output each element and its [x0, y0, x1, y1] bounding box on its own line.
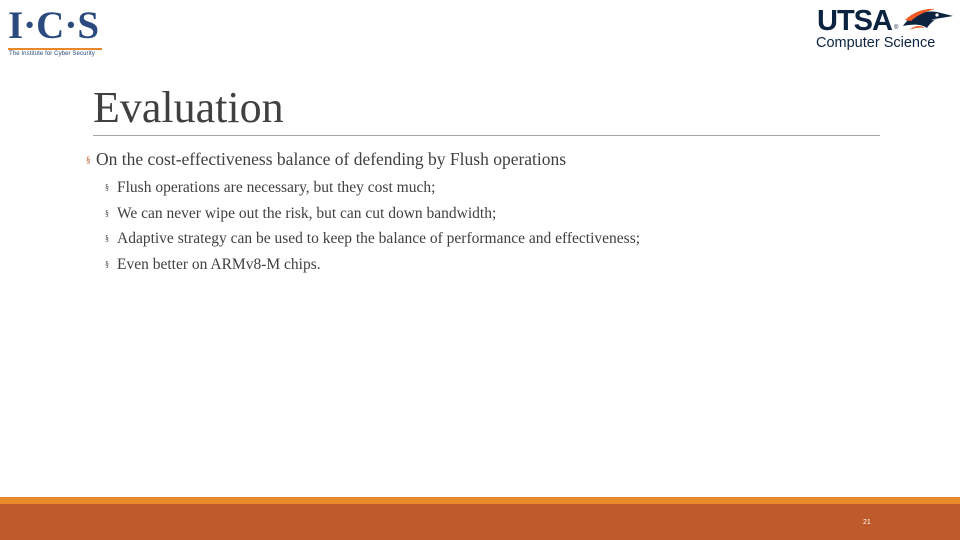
- ics-logo-tagline: The Institute for Cyber Security: [9, 51, 95, 57]
- footer-accent-strip: [0, 497, 960, 504]
- bullet-item: [86, 148, 886, 171]
- slide-content: [86, 148, 886, 277]
- ics-logo-mark: I·C·S: [8, 4, 100, 47]
- sub-bullet-marker-icon: §: [105, 234, 109, 243]
- footer-bar: [0, 504, 960, 540]
- sub-bullet-item: [86, 175, 886, 201]
- utsa-logo: [815, 5, 957, 55]
- sub-bullet-item: [86, 252, 886, 278]
- sub-bullet-text: Even better on ARMv8-M chips.: [117, 255, 321, 273]
- sub-bullet-list: [86, 175, 886, 277]
- sub-bullet-marker-icon: §: [105, 208, 109, 218]
- roadrunner-icon: [901, 6, 955, 34]
- sub-bullet-marker-icon: §: [105, 183, 109, 192]
- sub-bullet-text: Flush operations are necessary, but they cost much;: [117, 179, 436, 196]
- sub-bullet-marker-icon: §: [105, 259, 109, 269]
- ics-logo: [8, 6, 108, 60]
- bullet-text: On the cost-effectiveness balance of defending by Flush operations: [96, 149, 567, 169]
- title-divider: [93, 135, 880, 136]
- page-number: 21: [863, 519, 871, 526]
- sub-bullet-text: We can never wipe out the risk, but can cut down bandwidth;: [117, 204, 497, 222]
- ics-logo-rule: [8, 48, 102, 50]
- utsa-logo-registered: ®: [894, 25, 899, 31]
- sub-bullet-text: Adaptive strategy can be used to keep the balance of performance and effectiveness;: [117, 230, 641, 247]
- utsa-logo-subtitle: Computer Science: [816, 35, 936, 51]
- sub-bullet-item: [86, 226, 886, 252]
- slide-title: Evaluation: [93, 83, 284, 132]
- bullet-marker-icon: §: [86, 155, 91, 165]
- sub-bullet-item: [86, 201, 886, 227]
- utsa-logo-wordmark: UTSA: [817, 5, 892, 37]
